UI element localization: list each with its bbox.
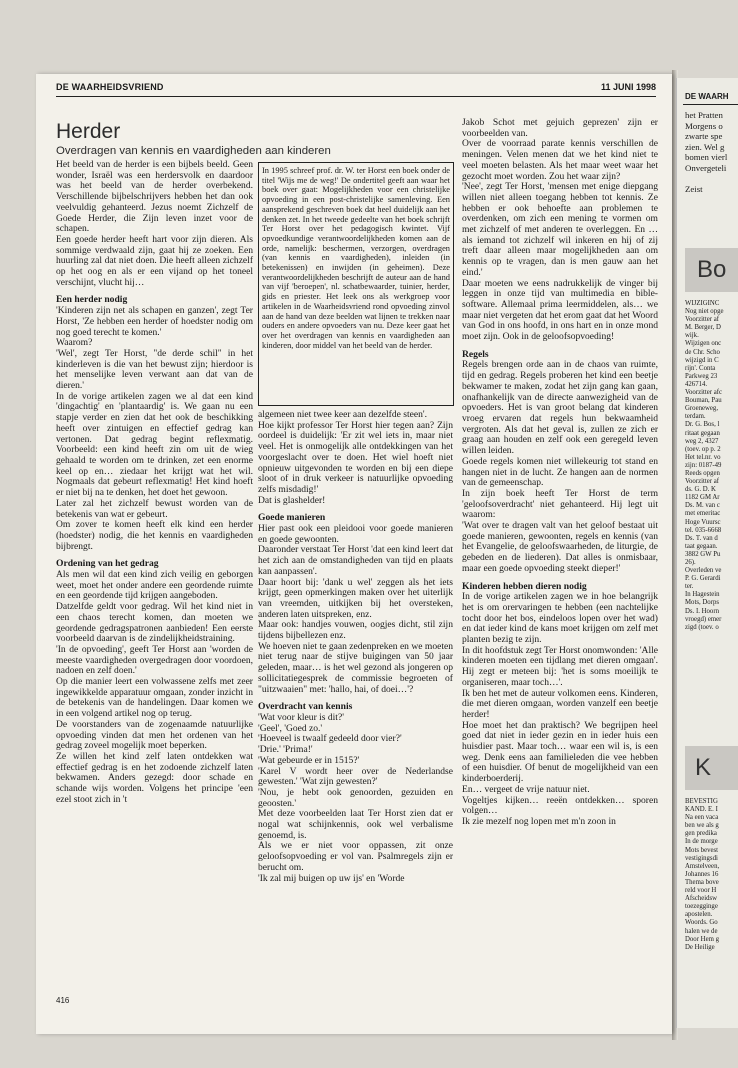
paragraph: Als we er niet voor oppassen, zit onze geloofsopvoeding er vol van. Psalmregels zijn er berucht om.	[258, 840, 453, 873]
text-line: halen we de	[685, 927, 718, 935]
column-3	[462, 118, 658, 828]
text-line: gen predika	[685, 830, 717, 838]
paragraph: Om zover te komen heeft elk kind een herder (hoedster) nodig, die het kennis en vaardigheden bijbrengt.	[56, 519, 253, 552]
text-line: Dr. G. Bos, l	[685, 421, 720, 429]
text-line: tel. 035-6668	[685, 526, 722, 534]
text-line: P. G. Gerardi	[685, 575, 721, 583]
text-line: KAND. E. I	[685, 806, 718, 814]
text-line: vroegd) emer	[685, 615, 722, 623]
paragraph: 'Wel', zegt Ter Horst, "de derde schil" in het kinderleven is die van het bewust zijn; hierdoor is het menselijke leven verwant aan dat van de dieren.'	[56, 347, 253, 392]
adjacent-header-rule	[683, 104, 738, 105]
text-line: taat gegaan.	[685, 542, 718, 550]
text-line: rijn'. Conta	[685, 364, 716, 372]
text-line: Hoge Vuursc	[685, 518, 721, 526]
paragraph: En… vergeet de vrije natuur niet.	[462, 783, 590, 795]
text-line: 1182 GM Ar	[685, 494, 720, 502]
paragraph: 'Wat over te dragen valt van het geloof bestaat uit goede manieren, gewoonten, regels en kennis (van het Evangelie, de geloofswaarheden, de liturgie, de gebeden en de liederen). Dat alles is onmisbaar, maar een goede opvoeding steekt dieper!'	[462, 520, 658, 574]
adjacent-text	[685, 110, 738, 194]
section-banner-2	[685, 746, 738, 790]
adjacent-page	[676, 78, 738, 1028]
paragraph: Op die manier leert een volwassene zelfs met zeer ingewikkelde apparatuur omgaan, zonder inzicht in de betekenis van de handelingen. Daar komen we in een volgend artikel nog op terug.	[56, 676, 253, 720]
section-banner-1	[685, 248, 738, 292]
adjacent-header: DE WAARH	[685, 92, 729, 101]
text-line: 3882 GW Pu	[685, 550, 721, 558]
paragraph: Hoe kijkt professor Ter Horst hier tegen aan? Zijn oordeel is duidelijk: 'Er zit wel iets in, maar niet veel. Het is onmogelijk alle ontdekkingen van het voorgeslacht over te doen. Het wiel hoeft niet opnieuw uitgevonden te worden en bij een diepe sloot of in druk verkeer is natuurlijke opvoeding zelfs misdadig!'	[258, 419, 453, 495]
paragraph: 'Hoeveel is twaalf gedeeld door vier?'	[258, 733, 402, 745]
paragraph: In de vorige artikelen zagen we al dat een kind 'dingachtig' en 'plantaardig' is. We gaan nu een stapje verder en zien dat het ook de beschikking heeft over zintuigen en effectief gedrag kan vertonen. Dat gedrag begint reflexmatig. Voorbeeld: een kind heeft zin om uit de wieg gehaald te worden om te drinken, zet een enorme keel op en… ziedaar het krijgt wat het wil. Nogmaals dat gebeurt reflexmatig! Het kind hoeft er niet bij na te denken, het doet het gewoon.	[56, 390, 253, 499]
text-line: Mots, Dorps	[685, 599, 719, 607]
text-line: wijk.	[685, 332, 699, 340]
text-line: wijzigd in C	[685, 356, 719, 364]
text-line: M. Berger, D	[685, 324, 721, 332]
paragraph: Met deze voorbeelden laat Ter Horst zien dat er nogal wat schijnkennis, ook wel verbalisme genoemd, is.	[258, 808, 453, 841]
text-line: Voorzitter af	[685, 478, 720, 486]
section-heading: Een herder nodig	[56, 294, 128, 306]
text-line: Voorzitter af	[685, 316, 720, 324]
text-line: zwarte spe	[685, 131, 723, 141]
text-line: ben we als g	[685, 822, 719, 830]
paragraph: 'Karel V wordt heer over de Nederlandse gewesten.' 'Wat zijn gewesten?'	[258, 765, 453, 788]
text-line: toezegginge	[685, 903, 718, 911]
text-line: apostelen.	[685, 911, 713, 919]
section-heading: Goede manieren	[258, 512, 326, 524]
text-line: Morgens o	[685, 120, 723, 131]
text-line	[685, 173, 738, 184]
text-line: het Pratten	[685, 110, 723, 120]
text-line: WIJZIGINC	[685, 300, 720, 307]
paragraph: Daar moeten we eens nadrukkelijk de vinger bij leggen in onze tijd van multimedia en bible-software. Allemaal prima leermiddelen, als… we maar niet vergeten dat het erom gaat dat het Woord van God in ons hoofd, in ons hart en in onze mond moet zijn. Ook in de geloofsopvoeding!	[462, 277, 658, 343]
text-line: Amstelveen,	[685, 862, 720, 870]
text-line: ds. G. D. K	[685, 486, 716, 494]
text-line: Zeist	[685, 183, 703, 194]
paragraph: Daar hoort bij: 'dank u wel' zeggen als het iets krijgt, geen opmerkingen maken over het uiterlijk van vreemden, uitkijken bij het oversteken, anderen laten uitspreken, enz.	[258, 576, 453, 620]
running-header	[56, 82, 656, 96]
paragraph: 'Nou, je hebt ook genoorden, gezuiden en geoosten.'	[258, 786, 453, 809]
adjacent-notices-1	[685, 300, 738, 632]
text-line: Ds. M. van c	[685, 502, 720, 510]
paragraph: 'Drie.' 'Prima!'	[258, 744, 313, 756]
text-line: Wijzigen onc	[685, 340, 722, 348]
paragraph: Daaronder verstaat Ter Horst 'dat een kind leert dat het zich aan de omstandigheden van tijd en plaats kan aanpassen'.	[258, 544, 453, 577]
paragraph: In dit hoofdstuk zegt Ter Horst onomwonden: 'Alle kinderen moeten een tijdlang met dieren omgaan'. Hij zegt er meteen bij: 'het is soms moeilijk te organiseren, maar toch…'.	[462, 644, 658, 688]
text-line: met emeritac	[685, 510, 721, 518]
text-line: Thema bove	[685, 878, 719, 886]
paragraph: Regels brengen orde aan in de chaos van ruimte, tijd en gedrag. Regels proberen het kind een beetje bekwamer te maken, zodat het zijn gang kan gaan, onafhankelijk van de directe aanwezigheid van de opvoeders. Het is van groot belang dat kinderen vroeg ervaren dat regels hun bekwaamheid vergroten. Als dat het geval is, zullen ze zich er graag aan houden en zelf ook een geregeld leven willen leiden.	[462, 359, 658, 457]
paragraph: 'Kinderen zijn net als schapen en ganzen', zegt Ter Horst, 'Ze hebben een herder of hoedster nodig om nog goed terecht te komen.'	[56, 305, 253, 338]
column-2	[258, 410, 453, 884]
text-line: zigd (toev. o	[685, 623, 719, 631]
paragraph: Een goede herder heeft hart voor zijn dieren. Als sommige verdwaald zijn, gaat hij ze zoeken. Een huurling zal dat niet doen. Die heeft alleen zichzelf op het oog en als er een vijand op het toneel verschijnt, vlucht hij…	[56, 233, 253, 288]
header-rule	[56, 96, 656, 97]
text-line: Parkweg 23	[685, 372, 718, 380]
section-heading: Kinderen hebben dieren nodig	[462, 580, 587, 592]
text-line: zijn: 0187-49	[685, 461, 722, 469]
text-line: 26).	[685, 559, 696, 566]
text-line: De Heilige	[685, 943, 715, 951]
text-line: Voorzitter afc	[685, 389, 723, 397]
paragraph: Hoe moet het dan praktisch? We begrijpen heel goed dat niet in ieder gezin en in ieder huis een huisdier past. Maar toch… waar een wil is, is een weg. Denk eens aan familieleden die vee hebben of een huisdier. Of benut de mogelijkheid van een kinderboerderij.	[462, 719, 658, 785]
paragraph: De voorstanders van de zogenaamde natuurlijke opvoeding vinden dat men het ordenen van het gedrag zoveel mogelijk moet beperken.	[56, 718, 253, 752]
paragraph: Hier past ook een pleidooi voor goede manieren en goede gewoonten.	[258, 523, 453, 545]
text-line: Groeneweg,	[685, 405, 719, 413]
paragraph: 'Ik zal mij buigen op uw ijs' en 'Worde	[258, 872, 405, 884]
paragraph: 'Wat gebeurde er in 1515?'	[258, 754, 360, 766]
paragraph: 'Wat voor kleur is dit?'	[258, 711, 344, 723]
paragraph: 'Geel', 'Goed zo.'	[258, 722, 323, 734]
section-banner-2-text: K	[695, 754, 712, 781]
text-line: bomen vierl	[685, 152, 728, 162]
paragraph: In zijn boek heeft Ter Horst de term 'geloofsoverdracht' niet gehanteerd. Hij legt uit waarom:	[462, 487, 658, 521]
magazine-page	[36, 74, 672, 1034]
section-heading: Ordening van het gedrag	[56, 558, 159, 570]
text-line: Bouman, Pau	[685, 397, 722, 405]
paragraph: In de vorige artikelen zagen we in hoe belangrijk het is om orervaringen te hebben (een nachtelijke tocht door het bos, eindeloos lopen over het wad) en dat ieder kind de kans moet krijgen om zelf met planten bezig te zijn.	[462, 591, 658, 646]
paragraph: Het beeld van de herder is een bijbels beeld. Geen wonder, Israël was een herdersvolk en daardoor was het beeld van de herder overbekend. Verschillende bijbelschrijvers hebben het dan ook veelvuldig gehanteerd. Jezus noemt Zichzelf de Goede Herder, die Zijn leven inzet voor de schapen.	[56, 159, 253, 235]
text-line: Johannes 16	[685, 870, 719, 878]
text-line: Door Hem g	[685, 935, 719, 943]
section-heading: Regels	[462, 348, 489, 360]
paragraph: We hoeven niet te gaan zedenpreken en we moeten niet terug naar de stijve buigingen van 50 jaar geleden, maar… is het wel gezond als jongeren op sollicitatiegesprek de commissie begroeten of "uitzwaaien" met: 'hallo, hai, of doei…'?	[258, 640, 453, 695]
issue-date: 11 JUNI 1998	[600, 82, 656, 92]
text-line: BEVESTIG	[685, 798, 718, 805]
column-1	[56, 160, 253, 805]
paragraph: Goede regels komen niet willekeurig tot stand en hangen niet in de lucht. Ze hangen aan de normen van de gemeenschap.	[462, 455, 658, 489]
text-line: Woords. Go	[685, 919, 718, 927]
text-line: (toev. op p. 2	[685, 445, 721, 453]
article-title: Herder	[56, 120, 121, 143]
text-line: 426714.	[685, 380, 708, 388]
paragraph: Ik zie mezelf nog lopen met m'n zoon in	[462, 816, 616, 827]
paragraph: Dat is glashelder!	[258, 494, 326, 506]
text-line: Reeds opgen	[685, 469, 720, 477]
text-line: de Chr. Scho	[685, 348, 720, 356]
text-line: Het tel.nr. vo	[685, 453, 721, 461]
paragraph: Jakob Schot met gejuich geprezen' zijn er voorbeelden van.	[462, 117, 658, 139]
intro-box: In 1995 schreef prof. dr. W. ter Horst een boek onder de titel 'Wijs me de weg!' De ondertitel geeft aan waar het boek over gaat: Mogelijkheden voor een christelijke opvoeding in een post-christelijke samenleving. Een aansprekend geschreven boek dat heel duidelijk aan het denken zet. In het tweede gedeelte van het boek schrijft Ter Horst over het pedagogisch kwintet. Vijf opvoedkundige verantwoordelijkheden komen aan de orde, namelijk: beschermen, verzorgen, overdragen (van kennis en vaardigheden), inleiden (in betekenissen) en inwijden (in geheimen). Deze verantwoordelijkheden beschrijft de auteur aan de hand van vijf 'beroepen', nl. schatbewaarder, tuinier, herder, gids en priester. Het leek ons als werkgroep voor artikelen in de Waarheidsvriend rond opvoeding zinvol aan de hand van deze beelden wat lijnen te trekken naar ouders en andere opvoeders van nu. Deze keer gaat het over het overdragen van kennis en vaardigheden aan kinderen, door middel van het beeld van de herder.	[258, 162, 454, 406]
publication-name: DE WAARHEIDSVRIEND	[56, 82, 164, 92]
page-number: 416	[56, 996, 70, 1005]
paragraph: Vogeltjes kijken… reeën ontdekken… sporen volgen…	[462, 794, 658, 817]
text-line: ritaat gegaan	[685, 429, 720, 437]
paragraph: Over de voorraad parate kennis verschillen de meningen. Velen menen dat we het kind niet te veel moeten belasten. Als het maar weet waar het gezocht moet worden. Zou het waar zijn?	[462, 138, 658, 182]
text-line: Nog niet opge	[685, 308, 724, 316]
text-line: In Hagestein	[685, 591, 720, 599]
text-line: Afscheidsw	[685, 895, 718, 903]
text-line: Na een vaca	[685, 814, 719, 822]
paragraph: Ik ben het met de auteur volkomen eens. Kinderen, die met dieren omgaan, worden vanzelf een beetje herder!	[462, 687, 658, 720]
adjacent-notices-2	[685, 798, 738, 952]
text-line: reld voor H	[685, 887, 717, 895]
article-subtitle: Overdragen van kennis en vaardigheden aan kinderen	[56, 145, 331, 157]
text-line: Mots bevest	[685, 846, 719, 854]
text-line: Ds. T. van d	[685, 534, 718, 542]
section-banner-1-text: Bo	[697, 256, 727, 283]
text-line: In de morge	[685, 838, 718, 846]
paragraph: 'In de opvoeding', geeft Ter Horst aan 'worden de meeste vaardigheden overgedragen door voordoen, nadoen en zelf doen.'	[56, 643, 253, 677]
paragraph: Ze willen het kind zelf laten ontdekken wat effectief gedrag is en het zodoende zichzelf laten bekwamen. Anders gezegd: door schade en schande wijs worden. Volgens het principe 'een ezel stoot zich in 't	[56, 750, 253, 805]
paragraph: Later zal het zichzelf bewust worden van de betekenis van wat er gebeurt.	[56, 497, 253, 520]
text-line: weg 2, 4327	[685, 437, 719, 445]
paragraph: Datzelfde geldt voor gedrag. Wil het kind niet in een chaos terecht komen, dan moeten we geordende gedragspatronen aanbieden! Een eerste voorbeeld daarvan is de zindelijkheidstraining.	[56, 601, 253, 645]
paragraph: algemeen niet twee keer aan dezelfde steen'.	[258, 409, 427, 420]
text-line: Overleden ve	[685, 567, 722, 575]
text-line: Onvergeteli	[685, 162, 727, 173]
text-line: vestigingsdi	[685, 854, 718, 862]
paragraph: Waarom?	[56, 337, 93, 349]
text-line: Ds. I. Hoorn	[685, 607, 719, 615]
paragraph: 'Nee', zegt Ter Horst, 'mensen met enige diepgang willen niet alleen toegang hebben tot kennis. Ze hebben er ook behoefte aan problemen te overdenken, om zich een mening te vormen om met zichzelf of met anderen te overleggen. En … als iemand tot zichzelf wil inkeren en hij of zij treft daar alleen maar mogelijkheden aan om kennis op te vragen, dan is men gauw aan het eind.'	[462, 181, 658, 278]
text-line: ter.	[685, 583, 694, 591]
section-heading: Overdracht van kennis	[258, 701, 353, 713]
paragraph: Als men wil dat een kind zich veilig en geborgen weet, moet het onder andere een geordende ruimte en een geordende tijd krijgen aangeboden.	[56, 569, 253, 602]
text-line: terdam.	[685, 413, 706, 421]
text-line: zien. Wel g	[685, 141, 725, 152]
paragraph: Maar ook: handjes vouwen, oogjes dicht, stil zijn tijdens bijbellezen enz.	[258, 619, 453, 642]
